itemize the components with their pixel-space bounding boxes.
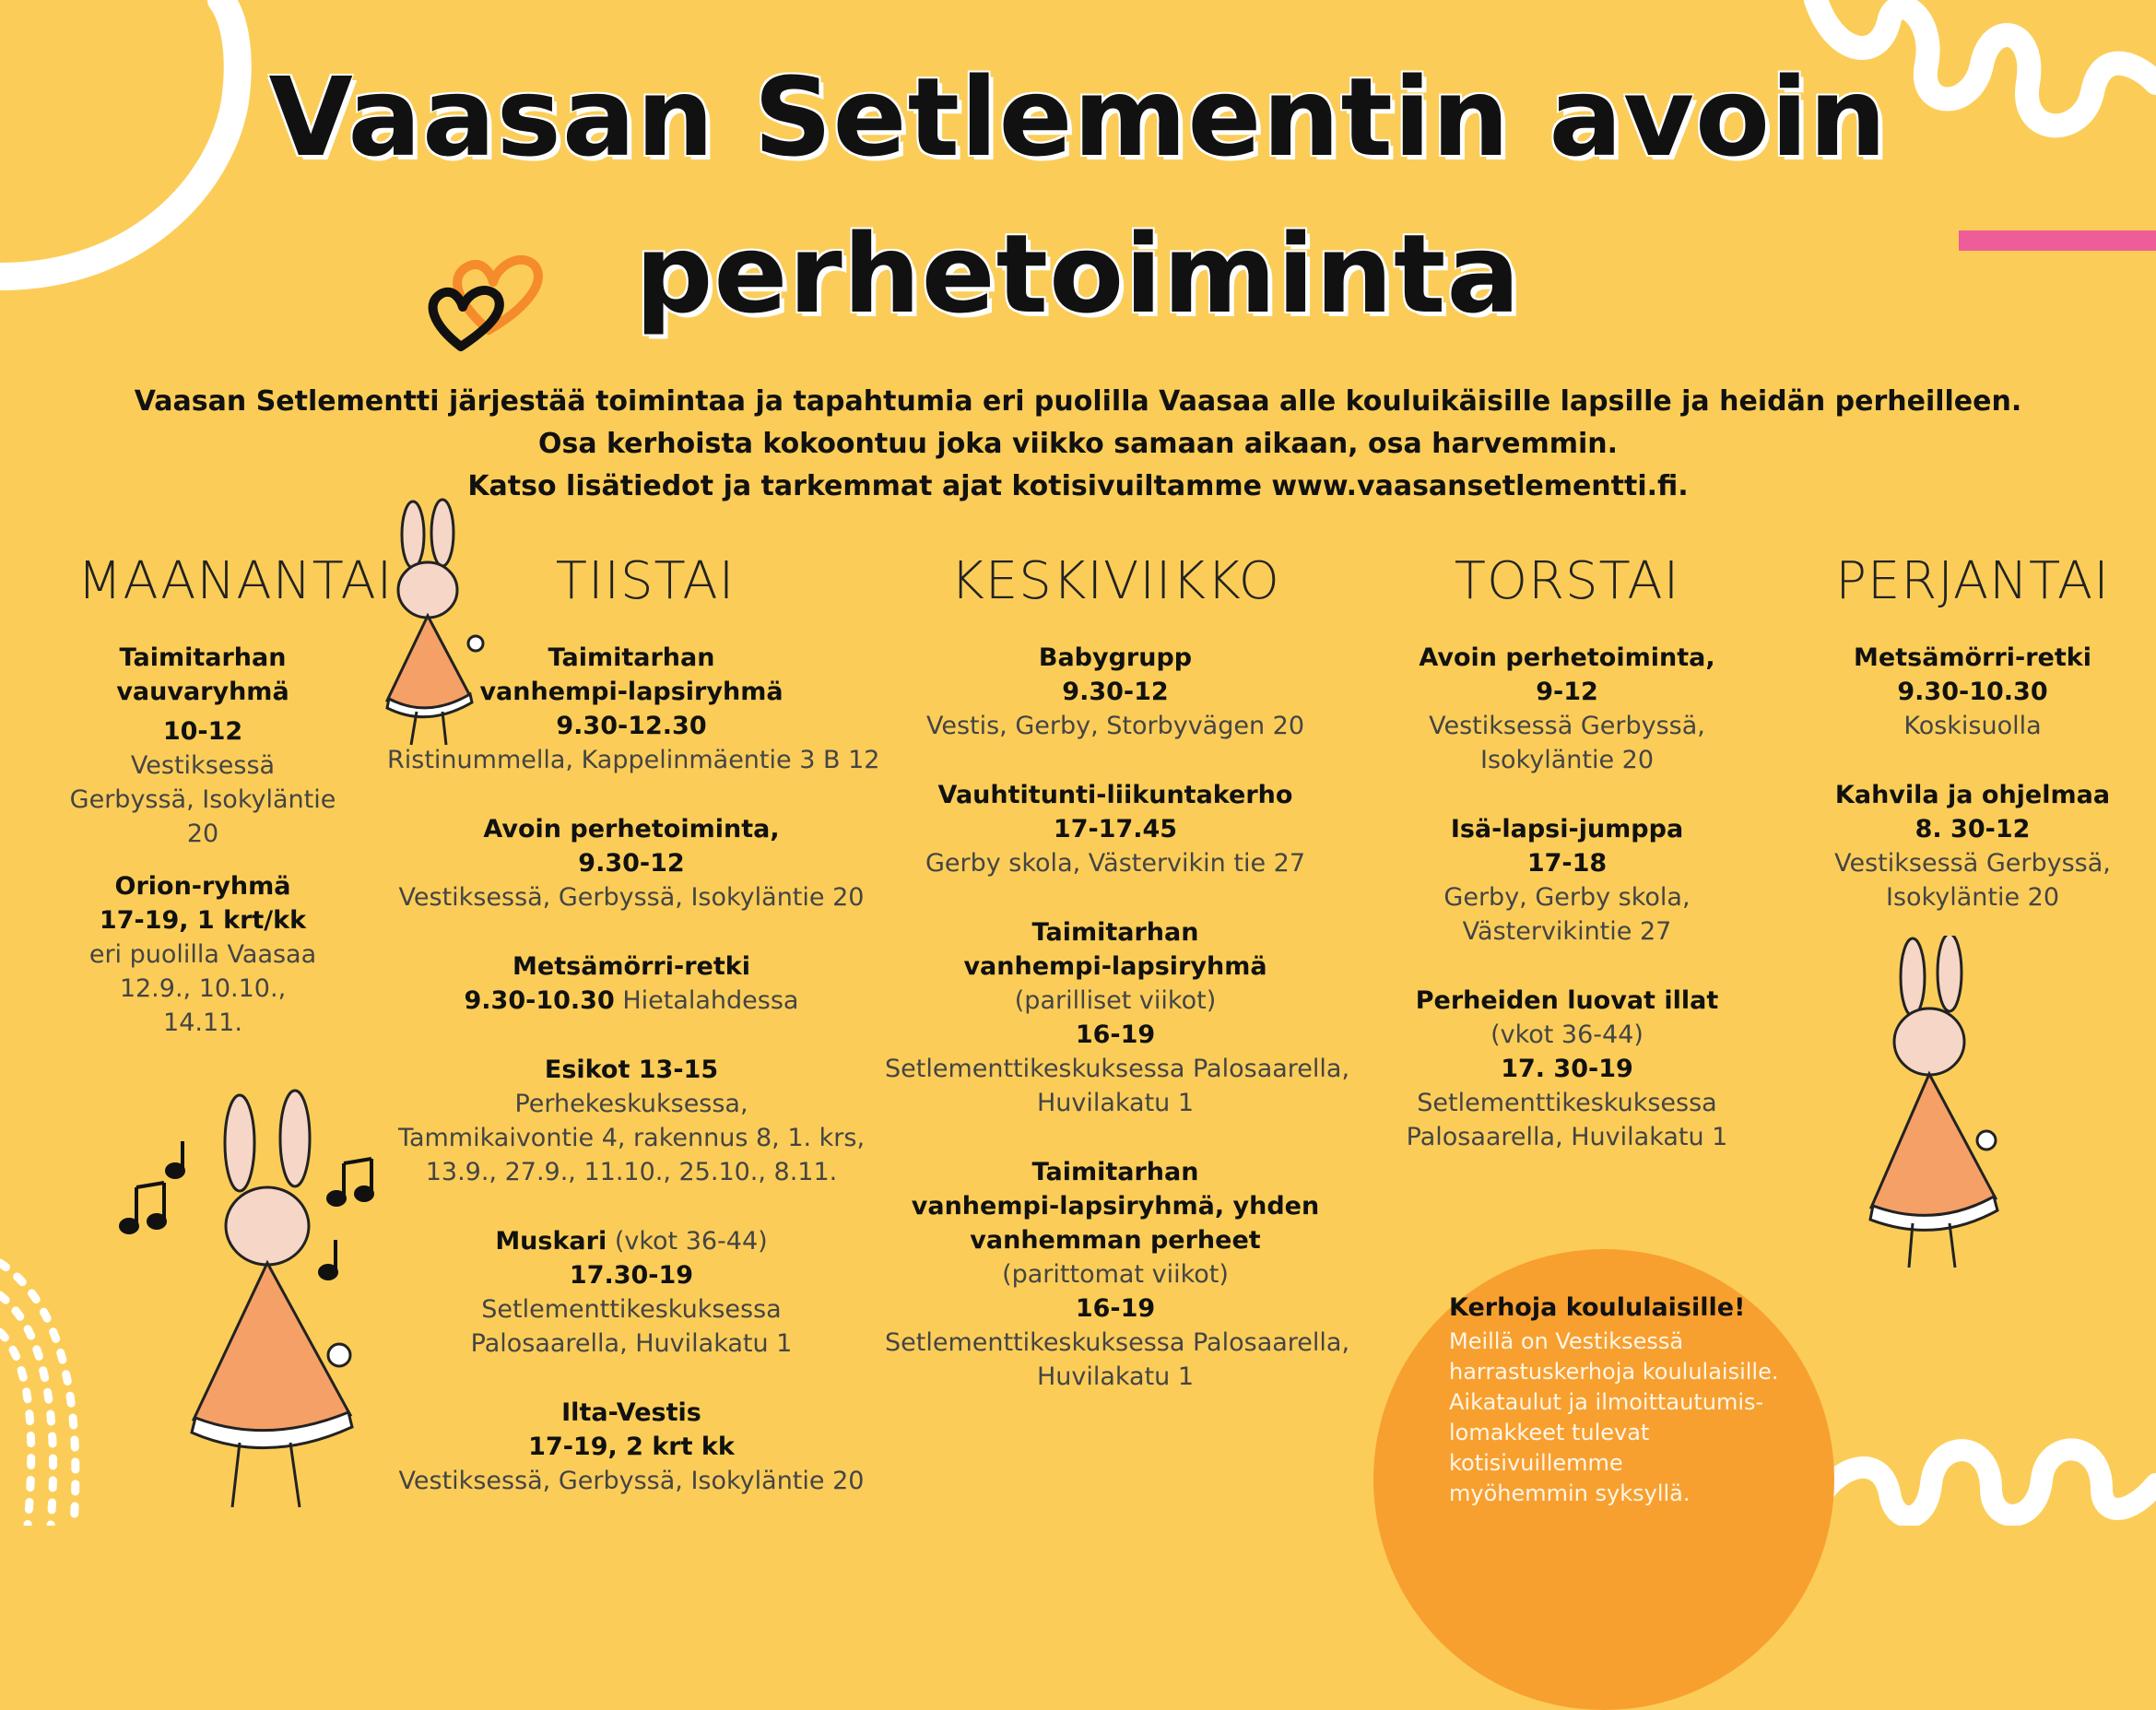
event-place: Vestiksessä Gerbyssä, bbox=[1834, 849, 2111, 878]
event-title: Muskari bbox=[495, 1227, 607, 1256]
intro-text bbox=[0, 381, 2156, 508]
day-heading-friday: PERJANTAI bbox=[1835, 551, 2110, 611]
tuesday-column bbox=[387, 641, 880, 1533]
event-title: Vauhtitunti-liikuntakerho bbox=[937, 781, 1293, 809]
event-time: 17.30-19 bbox=[569, 1261, 694, 1290]
event-block bbox=[885, 915, 1350, 1120]
event-time: 9-12 bbox=[1536, 678, 1598, 706]
school-info-heading: Kerhoja koululaisille! bbox=[1449, 1293, 1746, 1322]
event-title: vauvaryhmä bbox=[116, 678, 289, 706]
event-title: Taimitarhan bbox=[119, 643, 287, 672]
day-heading-tuesday: TIISTAI bbox=[555, 551, 736, 611]
day-heading-thursday: TORSTAI bbox=[1454, 551, 1680, 611]
event-place: Gerby, Gerby skola, bbox=[1443, 883, 1691, 912]
event-time: 9.30-12 bbox=[578, 849, 685, 878]
event-title: Kahvila ja ohjelmaa bbox=[1834, 781, 2111, 809]
event-time: 10-12 bbox=[162, 717, 243, 746]
event-title: Taimitarhan bbox=[1031, 918, 1199, 947]
monday-column bbox=[65, 641, 341, 1075]
event-block bbox=[885, 1155, 1350, 1394]
wednesday-column bbox=[885, 641, 1350, 1429]
event-place: Setlementtikeskuksessa bbox=[1417, 1089, 1717, 1117]
bunny-illustration-top bbox=[369, 498, 498, 747]
school-info-line: Meillä on Vestiksessä bbox=[1449, 1328, 1684, 1354]
event-title: Avoin perhetoiminta, bbox=[1419, 643, 1715, 672]
bottom-right-loops-decoration bbox=[1807, 1410, 2156, 1526]
event-time: 17-19, 2 krt kk bbox=[528, 1433, 735, 1461]
event-time: 17-17.45 bbox=[1053, 815, 1178, 843]
intro-line: Katso lisätiedot ja tarkemmat ajat kotisivuiltamme www.vaasansetlementti.fi. bbox=[467, 470, 1689, 502]
event-note: (parittomat viikot) bbox=[1002, 1260, 1229, 1289]
event-title: Isä-lapsi-jumppa bbox=[1450, 815, 1684, 843]
event-place: Vestis, Gerby, Storbyvägen 20 bbox=[925, 712, 1305, 740]
event-block bbox=[1807, 641, 2138, 743]
event-block bbox=[1383, 641, 1751, 777]
event-place: Perhekeskuksessa, bbox=[514, 1090, 748, 1118]
event-place: Vestiksessä bbox=[130, 751, 276, 780]
event-block bbox=[387, 812, 876, 914]
event-block bbox=[65, 641, 341, 851]
event-place: 20 bbox=[186, 820, 219, 848]
event-time: 9.30-12.30 bbox=[556, 712, 707, 740]
school-info-line: harrastuskerhoja koululaisille. bbox=[1449, 1359, 1779, 1385]
event-place: Isokyläntie 20 bbox=[1886, 883, 2059, 912]
event-title: Taimitarhan bbox=[1031, 1158, 1199, 1186]
event-place: Västervikintie 27 bbox=[1462, 917, 1672, 946]
page-title-line2: perhetoiminta bbox=[634, 210, 1522, 337]
event-place: Palosaarella, Huvilakatu 1 bbox=[470, 1329, 793, 1358]
event-time: 16-19 bbox=[1075, 1294, 1156, 1323]
bunny-illustration-music bbox=[111, 1088, 415, 1512]
event-place: Vestiksessä, Gerbyssä, Isokyläntie 20 bbox=[398, 883, 865, 912]
bottom-left-dots-decoration bbox=[0, 1244, 101, 1526]
event-time: 17-19, 1 krt/kk bbox=[99, 906, 307, 935]
day-heading-monday: MAANANTAI bbox=[77, 551, 394, 611]
intro-line: Vaasan Setlementti järjestää toimintaa ja tapahtumia eri puolilla Vaasaa alle kouluikäisille lapsille ja heidän perheilleen. bbox=[134, 385, 2022, 418]
event-time: 9.30-12 bbox=[1062, 678, 1169, 706]
event-place: Setlementtikeskuksessa bbox=[481, 1295, 782, 1324]
day-heading-wednesday: KESKIVIIKKO bbox=[950, 551, 1280, 611]
school-info-line: Aikataulut ja ilmoittautumis- bbox=[1449, 1389, 1764, 1415]
event-title: Metsämörri-retki bbox=[1854, 643, 2091, 672]
event-place: Tammikaivontie 4, rakennus 8, 1. krs, bbox=[397, 1124, 866, 1152]
event-block bbox=[387, 1224, 876, 1361]
event-title: vanhempi-lapsiryhmä bbox=[963, 952, 1267, 981]
event-block bbox=[1383, 984, 1751, 1154]
event-note: (parilliset viikot) bbox=[1014, 986, 1217, 1015]
event-place: 12.9., 10.10., bbox=[119, 974, 287, 1003]
event-block bbox=[885, 778, 1346, 880]
event-time: 8. 30-12 bbox=[1914, 815, 2031, 843]
event-title: Metsämörri-retki bbox=[512, 952, 750, 981]
event-block bbox=[1383, 812, 1751, 949]
event-block bbox=[387, 949, 876, 1018]
event-title: Ilta-Vestis bbox=[561, 1398, 701, 1427]
event-time: 9.30-10.30 bbox=[1897, 678, 2048, 706]
event-time: 9.30-10.30 bbox=[464, 986, 615, 1015]
event-time: 17-18 bbox=[1526, 849, 1608, 878]
event-title: Taimitarhan bbox=[548, 643, 715, 672]
event-title: Orion-ryhmä bbox=[114, 872, 291, 901]
event-block bbox=[387, 1396, 876, 1498]
event-time: 17. 30-19 bbox=[1501, 1055, 1633, 1083]
event-title: Esikot 13-15 bbox=[544, 1055, 719, 1084]
event-block bbox=[387, 1053, 876, 1189]
event-note: (vkot 36-44) bbox=[1490, 1020, 1644, 1049]
thursday-column bbox=[1383, 641, 1751, 1189]
event-place: Hietalahdessa bbox=[614, 986, 799, 1015]
event-place: 14.11. bbox=[163, 1008, 242, 1037]
event-block bbox=[885, 641, 1346, 743]
event-title: Avoin perhetoiminta, bbox=[483, 815, 780, 843]
event-block bbox=[1807, 778, 2138, 914]
event-place: Setlementtikeskuksessa Palosaarella, bbox=[885, 1328, 1350, 1357]
event-time: 16-19 bbox=[1075, 1020, 1156, 1049]
event-place: Gerbyssä, Isokyläntie bbox=[69, 785, 336, 814]
event-place: Setlementtikeskuksessa Palosaarella, bbox=[885, 1055, 1350, 1083]
event-place: Huvilakatu 1 bbox=[1036, 1362, 1195, 1391]
school-info-line: myöhemmin syksyllä. bbox=[1449, 1480, 1691, 1506]
intro-line: Osa kerhoista kokoontuu joka viikko samaan aikaan, osa harvemmin. bbox=[537, 428, 1619, 460]
event-title: Babygrupp bbox=[1038, 643, 1193, 672]
event-place: Vestiksessä Gerbyssä, bbox=[1429, 712, 1705, 740]
event-place: Gerby skola, Västervikin tie 27 bbox=[925, 849, 1306, 878]
event-place: Vestiksessä, Gerbyssä, Isokyläntie 20 bbox=[398, 1467, 865, 1495]
event-place: Palosaarella, Huvilakatu 1 bbox=[1406, 1123, 1728, 1151]
event-place: Huvilakatu 1 bbox=[1036, 1089, 1195, 1117]
event-title: vanhemman perheet bbox=[970, 1226, 1261, 1255]
event-title: Perheiden luovat illat bbox=[1415, 986, 1719, 1015]
friday-column bbox=[1807, 641, 2138, 949]
event-place: eri puolilla Vaasaa bbox=[88, 940, 317, 969]
school-info-line: lomakkeet tulevat kotisivuillemme bbox=[1449, 1420, 1650, 1476]
event-place: Isokyläntie 20 bbox=[1480, 746, 1654, 774]
page-title-line1: Vaasan Setlementin avoin bbox=[268, 53, 1888, 181]
event-block bbox=[65, 869, 341, 1040]
bunny-illustration-right bbox=[1848, 936, 2014, 1277]
event-dates: 13.9., 27.9., 11.10., 25.10., 8.11. bbox=[425, 1158, 838, 1186]
event-note: (vkot 36-44) bbox=[607, 1227, 768, 1256]
event-title: vanhempi-lapsiryhmä, yhden bbox=[911, 1192, 1320, 1221]
event-place: Ristinummella, Kappelinmäentie 3 B 12 bbox=[387, 746, 880, 774]
event-title: vanhempi-lapsiryhmä bbox=[479, 678, 783, 706]
event-place: Koskisuolla bbox=[1903, 712, 2042, 740]
school-info-text bbox=[1449, 1292, 1818, 1509]
